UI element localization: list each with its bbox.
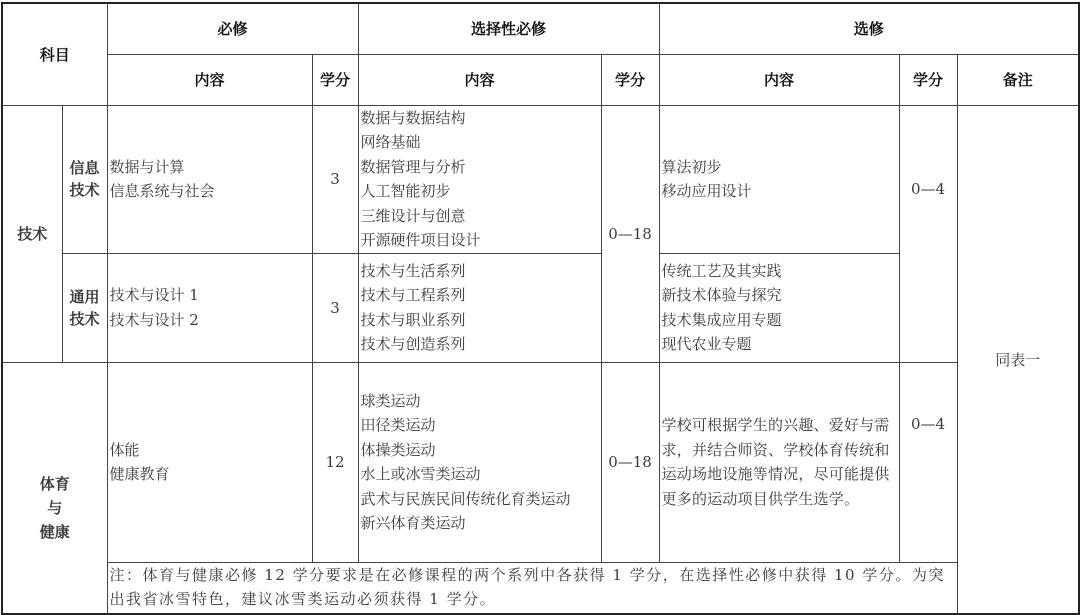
- header-elective-credits: 学分: [899, 54, 957, 105]
- course-item: 人工智能初步: [360, 182, 451, 200]
- subcategory-general-tech: [62, 253, 107, 362]
- course-item: 技术与设计 2: [109, 310, 199, 329]
- technology-elective-credits: 0—4: [899, 105, 957, 362]
- header-required-content: 内容: [107, 54, 312, 105]
- course-item: 算法初步: [661, 157, 722, 176]
- table-row: [2, 362, 1079, 562]
- course-item: 武术与民族民间传统化育类运动: [360, 489, 571, 508]
- course-item: 三维设计与创意: [360, 206, 466, 225]
- info-tech-required-content: [107, 105, 312, 253]
- course-item: 球类运动: [360, 391, 421, 410]
- subcategory-label-line: 通用: [69, 287, 100, 306]
- subcategory-label-line: 信息: [69, 159, 100, 177]
- category-technology: 技术: [2, 105, 62, 362]
- header-elective: 选修: [659, 3, 1079, 54]
- header-subject: 科目: [2, 3, 107, 105]
- technology-selective-credits: 0—18: [601, 105, 659, 362]
- header-remarks: 备注: [957, 54, 1079, 105]
- footnote: 注：体育与健康必修 12 学分要求是在必修课程的两个系列中各获得 1 学分，在选择性必修中获得 10 学分。为突出我省冰雪特色，建议冰雪类运动必须获得 1 学分。: [107, 562, 957, 614]
- header-selective-credits: 学分: [601, 54, 659, 105]
- course-item: 传统工艺及其实践: [661, 261, 782, 280]
- course-item: 数据与计算: [109, 157, 185, 176]
- course-item: 移动应用设计: [661, 182, 752, 200]
- table-row: [2, 105, 1079, 253]
- header-selective-required: 选择性必修: [358, 3, 659, 54]
- course-item: 技术与职业系列: [360, 310, 466, 329]
- general-tech-required-credits: 3: [312, 253, 358, 362]
- general-tech-elective-content: [659, 253, 899, 362]
- pe-elective-description: 学校可根据学生的兴趣、爱好与需求，并结合师资、学校体育传统和运动场地设施等情况，尽可能提供更多的运动项目供学生选学。: [659, 362, 899, 562]
- course-item: 数据与数据结构: [360, 108, 466, 127]
- subcategory-label-line: 技术: [69, 181, 100, 199]
- course-item: 数据管理与分析: [360, 157, 466, 176]
- pe-selective-credits: 0—18: [601, 362, 659, 562]
- category-label-line: 与: [47, 498, 63, 517]
- subcategory-label-line: 技术: [69, 309, 100, 328]
- pe-required-content: [107, 362, 312, 562]
- header-elective-content: 内容: [659, 54, 899, 105]
- general-tech-required-content: [107, 253, 312, 362]
- course-item: 信息系统与社会: [109, 182, 215, 200]
- info-tech-elective-content: [659, 105, 899, 253]
- course-item: 水上或冰雪类运动: [360, 465, 481, 483]
- general-tech-selective-content: [358, 253, 601, 362]
- course-item: 技术与创造系列: [360, 335, 466, 353]
- course-item: 技术与生活系列: [360, 261, 466, 280]
- course-item: 新技术体验与探究: [661, 286, 782, 304]
- info-tech-required-credits: 3: [312, 105, 358, 253]
- course-item: 体操类运动: [360, 440, 436, 459]
- course-item: 现代农业专题: [661, 335, 752, 353]
- course-item: 网络基础: [360, 133, 421, 151]
- pe-required-credits: 12: [312, 362, 358, 562]
- category-label-line: 健康: [39, 522, 70, 541]
- header-required-credits: 学分: [312, 54, 358, 105]
- course-item: 体能: [109, 440, 140, 459]
- course-item: 技术与工程系列: [360, 286, 466, 304]
- subcategory-info-tech: [62, 105, 107, 253]
- header-selective-content: 内容: [358, 54, 601, 105]
- table-row: [2, 562, 1079, 614]
- course-item: 新兴体育类运动: [360, 514, 466, 532]
- remarks-cell: 同表一: [957, 105, 1079, 614]
- pe-elective-credits: 0—4: [899, 362, 957, 562]
- pe-selective-content: [358, 362, 601, 562]
- course-item: 田径类运动: [360, 416, 436, 434]
- course-item: 技术集成应用专题: [661, 310, 782, 329]
- curriculum-table: [1, 2, 1080, 615]
- course-item: 开源硬件项目设计: [360, 231, 481, 249]
- category-pe-health: [2, 362, 107, 614]
- info-tech-selective-content: [358, 105, 601, 253]
- category-label-line: 体育: [39, 474, 70, 493]
- header-required: 必修: [107, 3, 358, 54]
- course-item: 技术与设计 1: [109, 286, 199, 304]
- course-item: 健康教育: [109, 465, 170, 483]
